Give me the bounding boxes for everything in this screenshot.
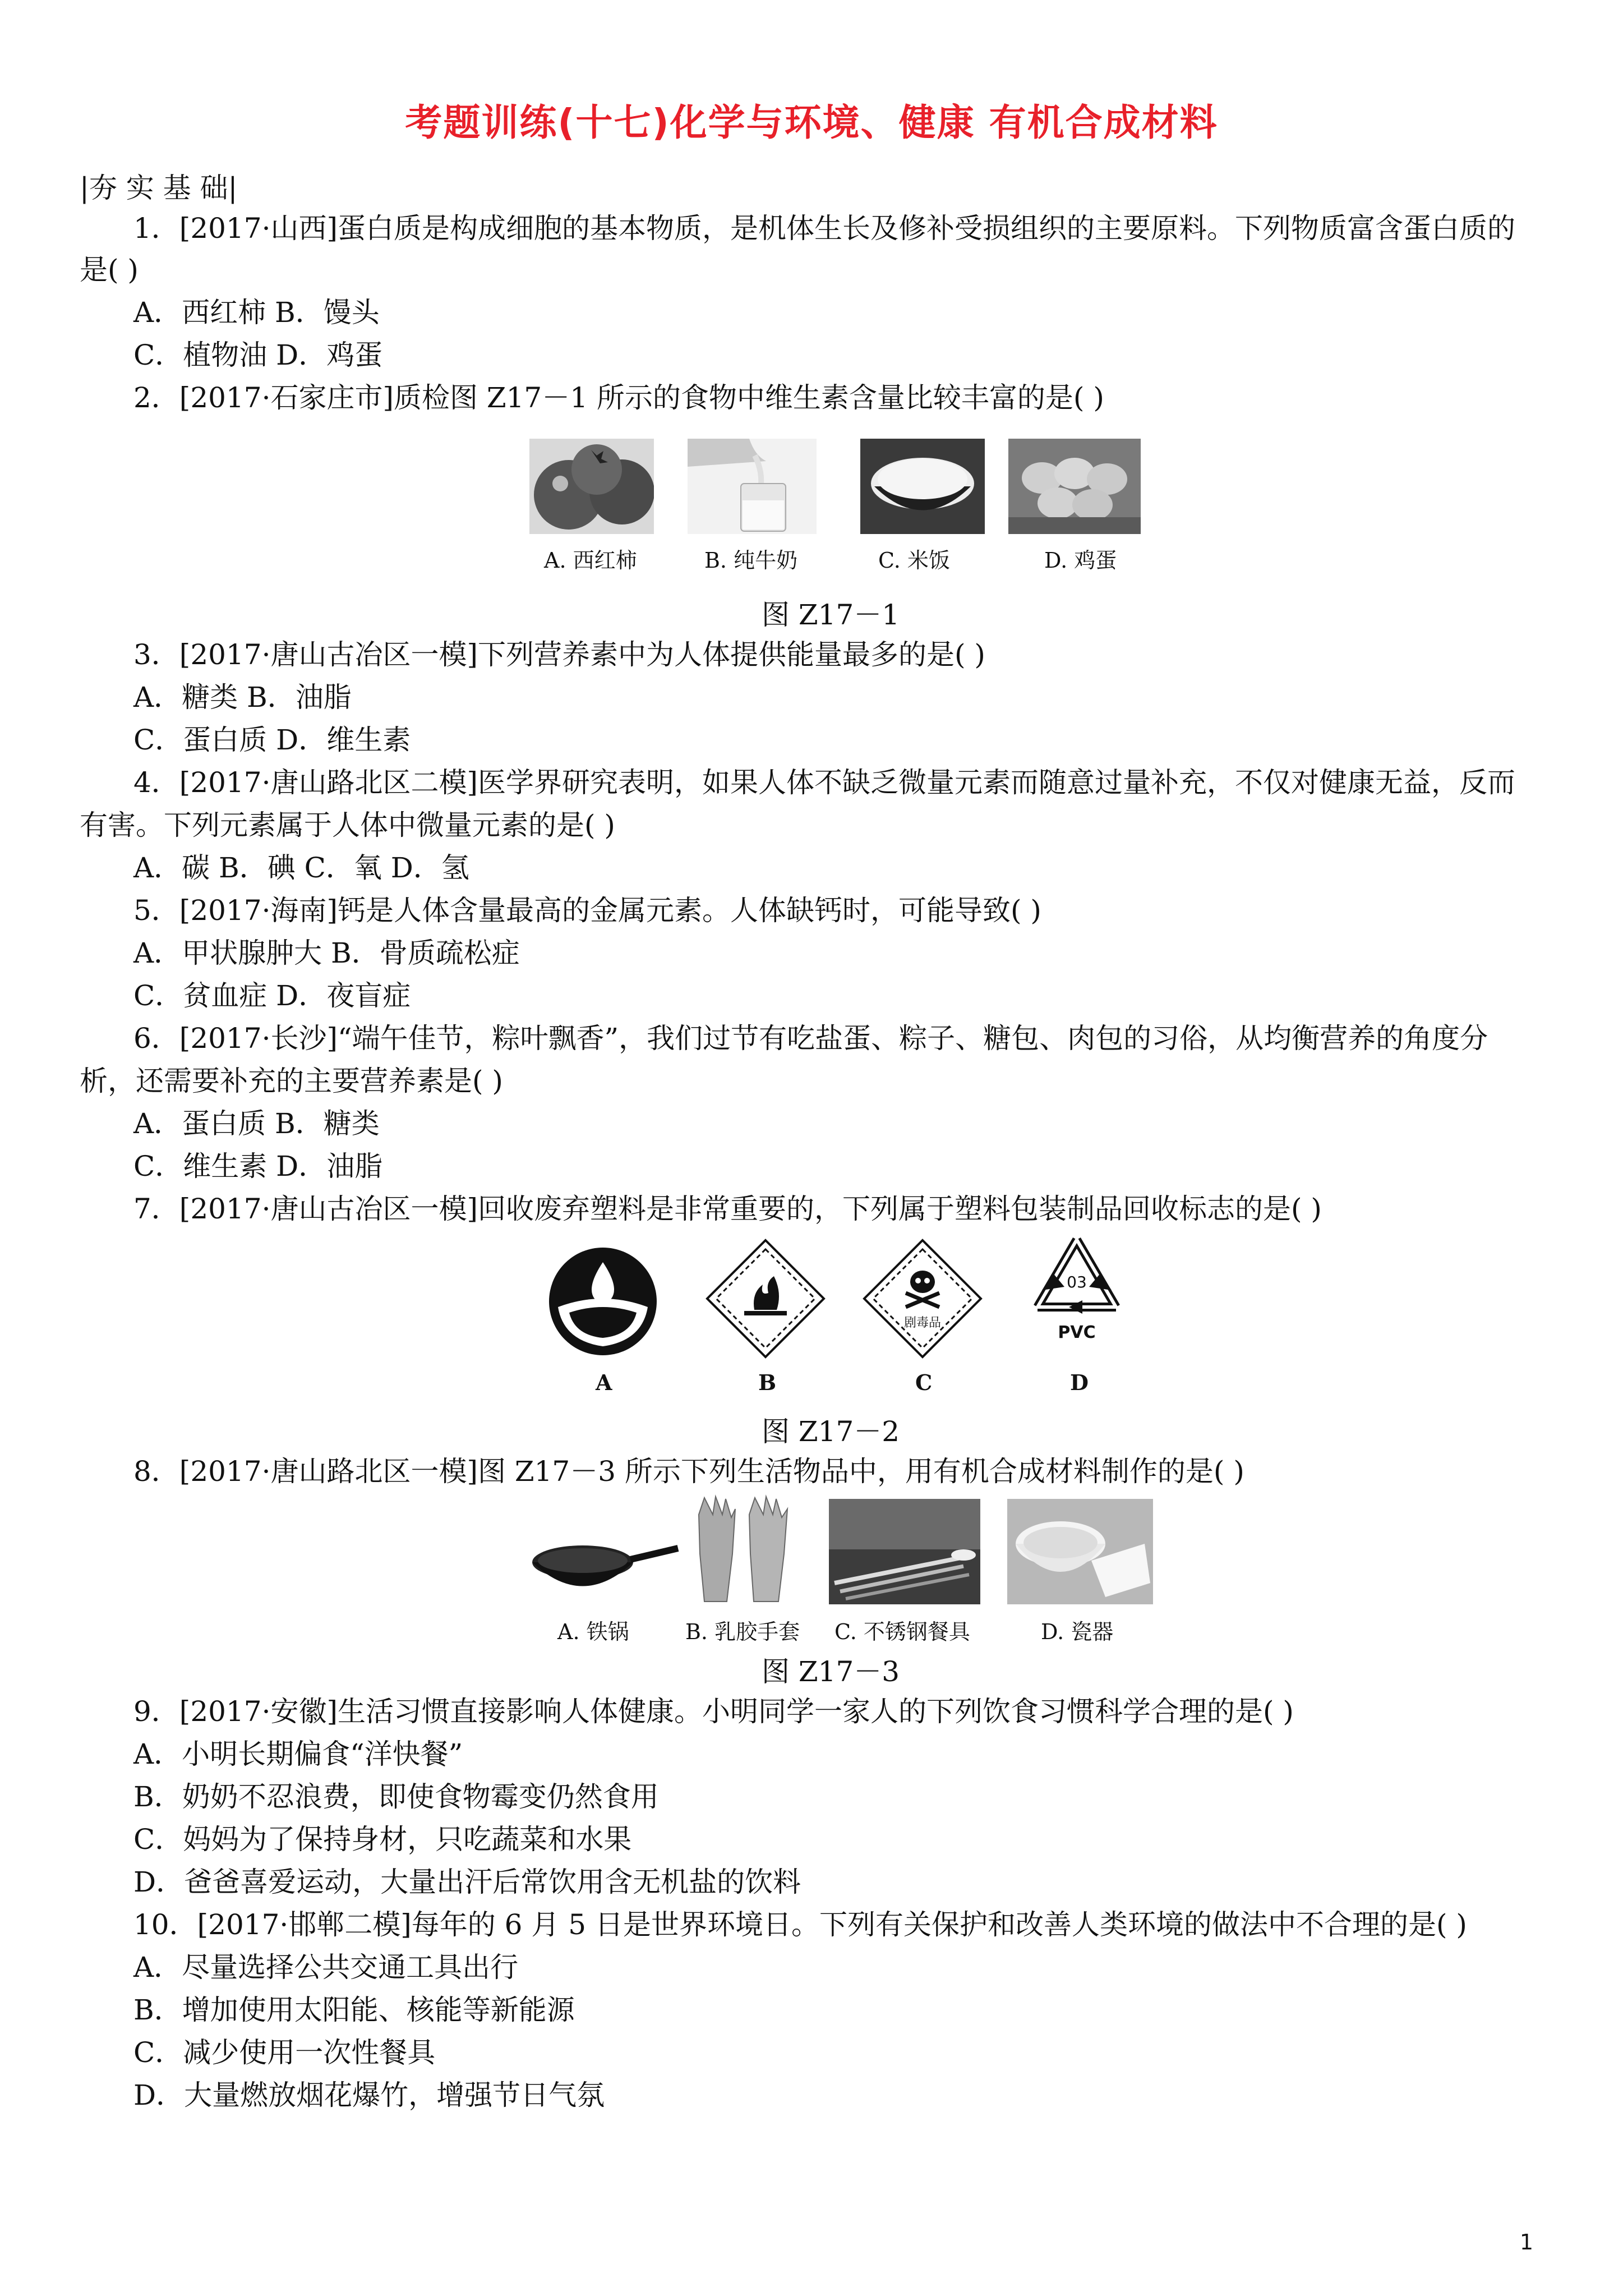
question-1-option-row: C．植物油 D．鸡蛋 [133, 339, 383, 371]
recycle-label: PVC [1058, 1323, 1096, 1342]
question-9-option: D．爸爸喜爱运动，大量出汗后常饮用含无机盐的饮料 [133, 1866, 801, 1898]
figure-caption: C. 米饭 [878, 548, 950, 573]
recycle-code: 03 [1067, 1273, 1087, 1291]
question-10-option: B．增加使用太阳能、核能等新能源 [133, 1994, 575, 2026]
figure-caption: D [1070, 1370, 1089, 1395]
flammable-warning-icon [704, 1237, 827, 1360]
question-6-text-cont: 析，还需要补充的主要营养素是( ) [80, 1065, 503, 1097]
question-6-option-row: A．蛋白质 B．糖类 [133, 1107, 380, 1140]
rubber-gloves-image [688, 1492, 800, 1604]
question-7-text: 7．[2017·唐山古冶区一模]回收废弃塑料是非常重要的，下列属于塑料包装制品回收标志的是( ) [133, 1193, 1322, 1225]
cutlery-image [829, 1499, 980, 1604]
figure-caption: A. 铁锅 [557, 1619, 629, 1644]
recycle-symbol-icon [1021, 1228, 1133, 1363]
question-4-text-cont: 有害。下列元素属于人体中微量元素的是( ) [80, 809, 615, 841]
figure-caption: B. 乳胶手套 [685, 1619, 800, 1644]
question-5-option-row: A．甲状腺肿大 B．骨质疏松症 [133, 937, 520, 969]
figure-caption: D. 瓷器 [1041, 1619, 1114, 1644]
question-1-text-cont: 是( ) [80, 254, 139, 286]
question-10-option: A．尽量选择公共交通工具出行 [133, 1951, 519, 1984]
figure-title: 图 Z17－3 [762, 1655, 900, 1688]
question-2-text: 2．[2017·石家庄市]质检图 Z17－1 所示的食物中维生素含量比较丰富的是( ) [133, 381, 1104, 414]
milk-image [688, 439, 817, 534]
question-5-option-row: C．贫血症 D．夜盲症 [133, 979, 411, 1012]
question-3-text: 3．[2017·唐山古冶区一模]下列营养素中为人体提供能量最多的是( ) [133, 638, 985, 671]
figure-title: 图 Z17－2 [762, 1415, 900, 1448]
page-title: 考题训练(十七)化学与环境、健康 有机合成材料 [405, 101, 1218, 144]
question-1-text: 1．[2017·山西]蛋白质是构成细胞的基本物质，是机体生长及修补受损组织的主要原料。下列物质富含蛋白质的 [133, 212, 1515, 245]
eggs-image [1008, 439, 1141, 534]
question-3-option-row: A．糖类 B．油脂 [133, 681, 352, 714]
question-5-text: 5．[2017·海南]钙是人体含量最高的金属元素。人体缺钙时，可能导致( ) [133, 894, 1041, 927]
question-1-option-row: A．西红柿 B．馒头 [133, 296, 380, 329]
figure-caption: A [596, 1370, 612, 1395]
question-9-option: A．小明长期偏食“洋快餐” [133, 1738, 463, 1770]
page-number: 1 [1519, 2230, 1533, 2254]
question-6-option-row: C．维生素 D．油脂 [133, 1150, 383, 1182]
question-10-option: D．大量燃放烟花爆竹，增强节日气氛 [133, 2079, 605, 2111]
figure-title: 图 Z17－1 [762, 599, 900, 631]
question-10-text: 10．[2017·邯郸二模]每年的 6 月 5 日是世界环境日。下列有关保护和改善人类环境的做法中不合理的是( ) [133, 1908, 1467, 1941]
figure-caption: B [758, 1370, 777, 1395]
question-9-option: B．奶奶不忍浪费，即使食物霉变仍然食用 [133, 1780, 659, 1813]
question-3-option-row: C．蛋白质 D．维生素 [133, 724, 411, 756]
question-6-text: 6．[2017·长沙]“端午佳节，粽叶飘香”，我们过节有吃盐蛋、粽子、糖包、肉包的习俗，从均衡营养的角度分 [133, 1022, 1488, 1055]
figure-caption: C [915, 1370, 933, 1395]
question-10-option: C．减少使用一次性餐具 [133, 2036, 436, 2069]
question-8-text: 8．[2017·唐山路北区一模]图 Z17－3 所示下列生活物品中，用有机合成材料制作的是( ) [133, 1455, 1244, 1488]
figure-caption: D. 鸡蛋 [1044, 548, 1117, 573]
poison-label: 剧毒品 [903, 1316, 942, 1330]
rice-image [860, 439, 985, 534]
question-9-option: C．妈妈为了保持身材，只吃蔬菜和水果 [133, 1823, 632, 1856]
tomato-image [529, 439, 654, 534]
question-9-text: 9．[2017·安徽]生活习惯直接影响人体健康。小明同学一家人的下列饮食习惯科学合理的是( ) [133, 1695, 1294, 1728]
figure-caption: A. 西红柿 [544, 548, 637, 573]
section-heading: |夯 实 基 础| [80, 172, 238, 204]
figure-caption: C. 不锈钢餐具 [834, 1619, 970, 1644]
figure-caption: B. 纯牛奶 [704, 548, 798, 573]
question-4-text: 4．[2017·唐山路北区二模]医学界研究表明，如果人体不缺乏微量元素而随意过量补充，不仅对健康无益，反而 [133, 766, 1515, 799]
poison-warning-icon [861, 1237, 984, 1360]
question-4-option-row: A．碳 B．碘 C．氧 D．氢 [133, 852, 469, 884]
wok-image [529, 1515, 681, 1604]
water-saving-symbol-icon [547, 1245, 659, 1358]
porcelain-image [1007, 1499, 1153, 1604]
